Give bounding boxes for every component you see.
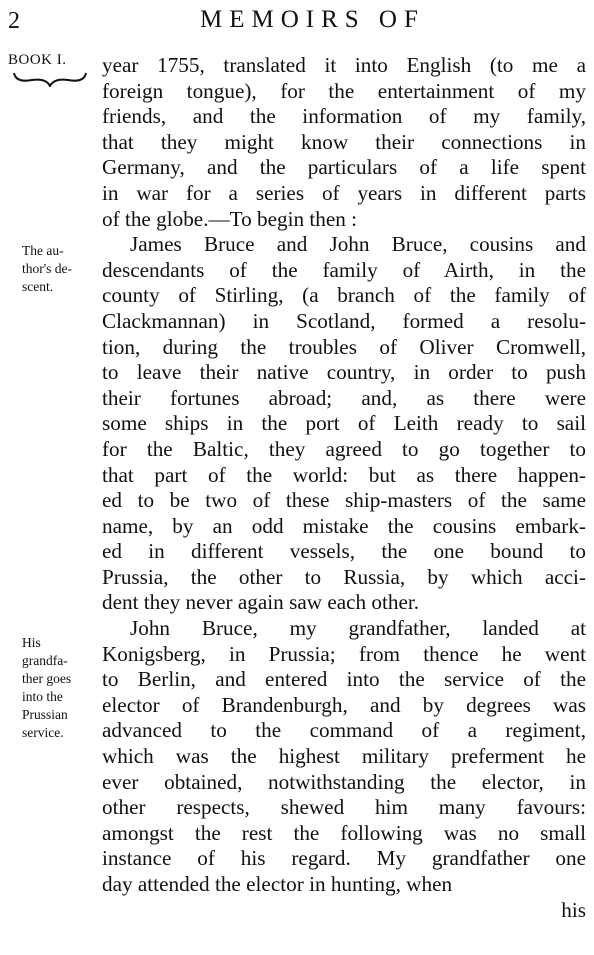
running-head: MEMOIRS OF (200, 6, 425, 33)
catchword: his (561, 897, 586, 922)
margin-note-line: grandfa- (22, 653, 68, 668)
margin-note-line: Prussian (22, 707, 68, 722)
body-text (102, 53, 586, 923)
paragraph-grandfather (102, 616, 586, 898)
book-label: BOOK I. (8, 52, 67, 68)
text-line: ed to be two of these ship-masters of the same (102, 488, 586, 513)
margin-note-descent (22, 242, 98, 296)
text-line: for the Baltic, they agreed to go together to (102, 436, 586, 461)
text-line: friends, and the information of my family, (102, 104, 586, 129)
paragraph-descent (102, 232, 586, 616)
paragraph-translation (102, 53, 586, 232)
text-line: Germany, and the particulars of a life spent (102, 155, 586, 180)
text-line: day attended the elector in hunting, when (102, 872, 453, 896)
text-line: Konigsberg, in Prussia; from thence he went (102, 641, 586, 666)
brace-ornament (12, 71, 88, 87)
text-line: county of Stirling, (a branch of the family of (102, 283, 586, 308)
text-line: other respects, shewed him many favours: (102, 795, 586, 820)
text-line: in war for a series of years in different parts (102, 180, 586, 205)
text-line: foreign tongue), for the entertainment of my (102, 78, 586, 103)
text-line: instance of his regard. My grandfather one (102, 846, 586, 871)
text-line: some ships in the port of Leith ready to sail (102, 411, 586, 436)
text-line: that they might know their connections in (102, 129, 586, 154)
text-line: advanced to the command of a regiment, (102, 718, 586, 743)
text-line: name, by an odd mistake the cousins embark- (102, 513, 586, 538)
text-line: Prussia, the other to Russia, by which acci- (102, 564, 586, 589)
text-line: which was the highest military preferment he (102, 744, 586, 769)
margin-note-line: His (22, 635, 41, 650)
margin-note-line: service. (22, 725, 64, 740)
text-line: descendants of the family of Airth, in the (102, 257, 586, 282)
text-line: of the globe.—To begin then : (102, 206, 358, 231)
text-line: their fortunes abroad; and, as there were (102, 385, 586, 410)
text-line: to Berlin, and entered into the service of the (102, 667, 586, 692)
margin-note-prussian-service (22, 634, 98, 742)
margin-note-line: scent. (22, 279, 54, 294)
text-line: Clackmannan) in Scotland, formed a resolu- (102, 308, 586, 333)
text-line: tion, during the troubles of Oliver Cromwell, (102, 334, 586, 359)
text-line: that part of the world: but as there happen- (102, 462, 586, 487)
text-line: elector of Brandenburgh, and by degrees was (102, 692, 586, 717)
text-line: James Bruce and John Bruce, cousins and (130, 232, 586, 257)
text-line: ever obtained, notwithstanding the elector, in (102, 769, 586, 794)
text-line: dent they never again saw each other. (102, 590, 420, 615)
margin-note-line: into the (22, 689, 63, 704)
text-line: John Bruce, my grandfather, landed at (130, 616, 586, 641)
margin-note-line: The au- (22, 243, 64, 258)
text-line: to leave their native country, in order to push (102, 360, 586, 385)
text-line: amongst the rest the following was no small (102, 820, 586, 845)
margin-note-line: ther goes (22, 671, 72, 686)
margin-note-line: thor's de- (22, 261, 73, 276)
page-number: 2 (8, 8, 20, 34)
text-line: year 1755, translated it into English (to me a (102, 53, 586, 77)
text-line: ed in different vessels, the one bound to (102, 539, 586, 564)
